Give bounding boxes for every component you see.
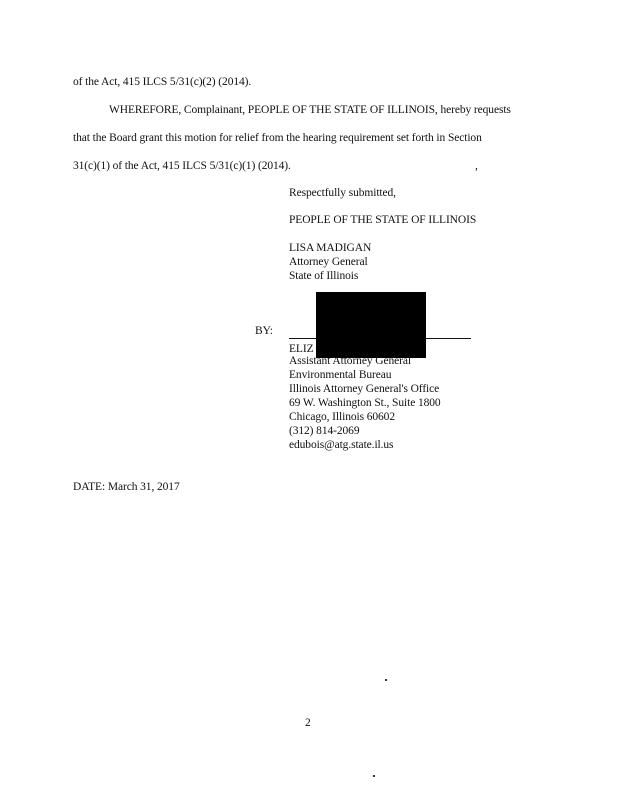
scan-speck (373, 775, 375, 777)
date-line: DATE: March 31, 2017 (73, 481, 180, 493)
ag-state: State of Illinois (289, 270, 359, 282)
ag-name: LISA MADIGAN (289, 242, 372, 254)
city: Chicago, Illinois 60602 (289, 411, 395, 423)
body-line-4: 31(c)(1) of the Act, 415 ILCS 5/31(c)(1) (2014). (73, 160, 291, 172)
address: 69 W. Washington St., Suite 1800 (289, 397, 441, 409)
email: edubois@atg.state.il.us (289, 439, 394, 451)
bureau: Environmental Bureau (289, 369, 392, 381)
page-number: 2 (305, 717, 311, 729)
phone: (312) 814-2069 (289, 425, 360, 437)
signer-title: Assistant Attorney General (289, 355, 411, 367)
office: Illinois Attorney General's Office (289, 383, 440, 395)
name-redaction (316, 344, 410, 355)
closing: Respectfully submitted, (289, 187, 396, 199)
body-line-2: WHEREFORE, Complainant, PEOPLE OF THE STATE OF ILLINOIS, hereby requests (109, 104, 511, 116)
signer-name: ELIZ (289, 343, 314, 355)
body-line-3: that the Board grant this motion for relief from the hearing requirement set forth in Section (73, 132, 482, 144)
scan-speck (385, 679, 387, 681)
party-name: PEOPLE OF THE STATE OF ILLINOIS (289, 214, 477, 226)
ag-title: Attorney General (289, 256, 368, 268)
stray-mark: , (475, 160, 478, 172)
by-label: BY: (255, 325, 273, 337)
body-line-1: of the Act, 415 ILCS 5/31(c)(2) (2014). (73, 76, 252, 88)
